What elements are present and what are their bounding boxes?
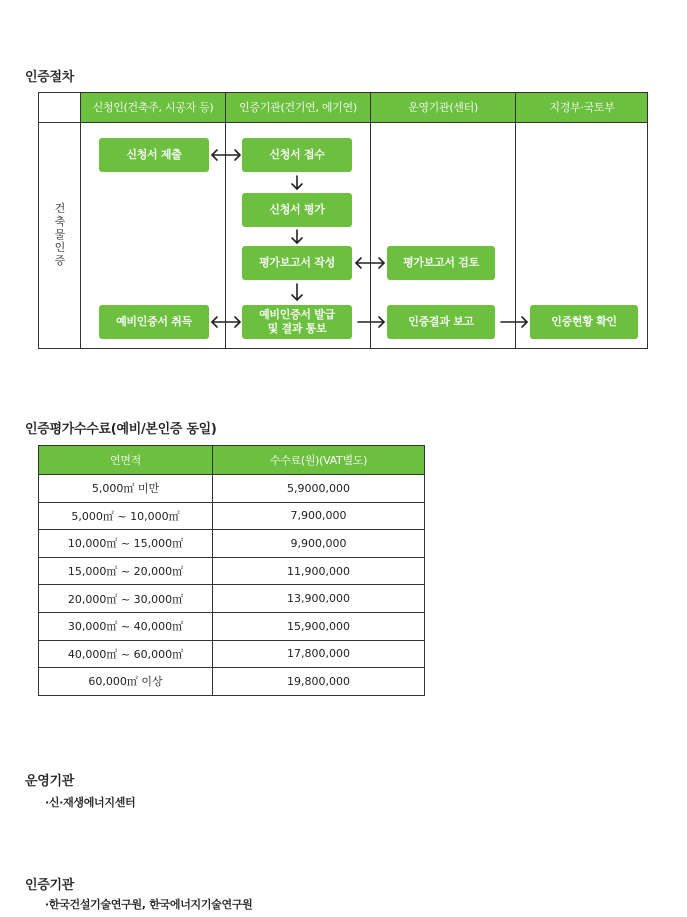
table-row	[39, 557, 425, 585]
table-header-row	[39, 446, 425, 475]
step-write-report: 평가보고서 작성	[242, 246, 352, 280]
table-row	[39, 585, 425, 613]
flow-arrows	[38, 92, 648, 349]
procedure-title: 인증절차	[25, 70, 75, 85]
table-row	[39, 640, 425, 668]
cell-area: 40,000㎡ ~ 60,000㎡	[39, 640, 213, 668]
table-row	[39, 502, 425, 530]
table-row	[39, 475, 425, 503]
cell-fee: 17,800,000	[213, 640, 425, 668]
cell-area: 15,000㎡ ~ 20,000㎡	[39, 557, 213, 585]
arrow-down-icon	[292, 284, 302, 300]
step-submit: 신청서 제출	[99, 138, 209, 172]
fee-table-body	[39, 475, 425, 696]
arrow-right-icon	[358, 317, 384, 327]
header-area: 연면적	[39, 446, 213, 475]
cell-area: 5,000㎡ 미만	[39, 475, 213, 503]
operator-item: ·신·재생에너지센터	[45, 796, 136, 809]
column-header-operator: 운영기관(센터)	[371, 92, 515, 122]
step-check-status: 인증현황 확인	[530, 305, 638, 339]
step-report-result: 인증결과 보고	[387, 305, 495, 339]
cell-fee: 15,900,000	[213, 612, 425, 640]
certifier-item: ·한국건설기술연구원, 한국에너지기술연구원	[45, 898, 253, 911]
cell-area: 20,000㎡ ~ 30,000㎡	[39, 585, 213, 613]
cell-fee: 11,900,000	[213, 557, 425, 585]
row-label: 건축물인증	[54, 202, 66, 267]
table-row	[39, 612, 425, 640]
column-header-certifier: 인증기관(건기연, 에기연)	[226, 92, 370, 122]
cell-area: 10,000㎡ ~ 15,000㎡	[39, 530, 213, 558]
operator-title: 운영기관	[25, 774, 75, 789]
fee-title: 인증평가수수료(예비/본인증 동일)	[25, 422, 217, 437]
cell-area: 60,000㎡ 이상	[39, 668, 213, 696]
column-header-applicant: 신청인(건축주, 시공자 등)	[81, 92, 225, 122]
cell-area: 5,000㎡ ~ 10,000㎡	[39, 502, 213, 530]
certifier-title: 인증기관	[25, 878, 75, 893]
step-review-report: 평가보고서 검토	[387, 246, 495, 280]
table-row	[39, 530, 425, 558]
cell-fee: 9,900,000	[213, 530, 425, 558]
procedure-diagram	[38, 92, 648, 349]
arrow-down-icon	[292, 230, 302, 243]
double-arrow-icon	[212, 317, 240, 327]
double-arrow-icon	[356, 258, 384, 268]
step-receive-cert: 예비인증서 취득	[99, 305, 209, 339]
fee-table	[38, 445, 425, 696]
step-receive: 신청서 접수	[242, 138, 352, 172]
cell-area: 30,000㎡ ~ 40,000㎡	[39, 612, 213, 640]
arrow-right-icon	[501, 317, 527, 327]
cell-fee: 19,800,000	[213, 668, 425, 696]
cell-fee: 7,900,000	[213, 502, 425, 530]
step-issue-cert: 예비인증서 발급 및 결과 통보	[242, 305, 352, 339]
arrow-down-icon	[292, 176, 302, 189]
table-row	[39, 668, 425, 696]
step-evaluate: 신청서 평가	[242, 193, 352, 227]
column-header-ministry: 지경부·국토부	[516, 92, 648, 122]
header-fee: 수수료(원)(VAT별도)	[213, 446, 425, 475]
cell-fee: 13,900,000	[213, 585, 425, 613]
cell-fee: 5,9000,000	[213, 475, 425, 503]
double-arrow-icon	[212, 150, 240, 160]
